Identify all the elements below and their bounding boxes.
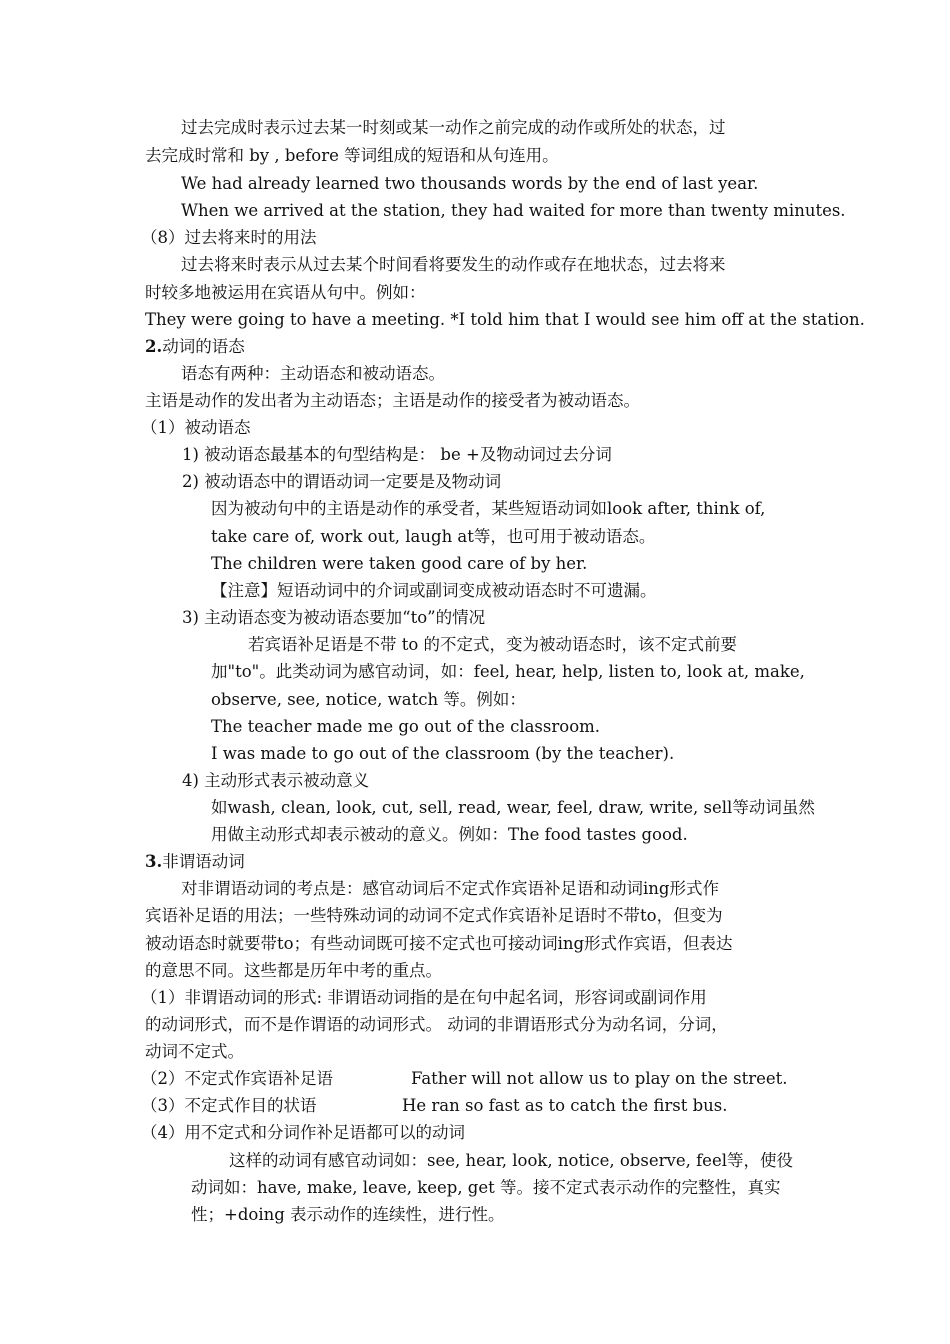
- example-sentence: When we arrived at the station, they had waited for more than twenty minutes.: [181, 201, 846, 220]
- subsection-heading: （3）不定式作目的状语: [141, 1096, 317, 1115]
- section-title: 非谓语动词: [162, 852, 245, 871]
- list-item: 3) 主动语态变为被动语态要加“to”的情况: [182, 608, 486, 627]
- text-line: observe, see, notice, watch 等。例如：: [211, 690, 526, 709]
- section-title: 动词的语态: [162, 337, 245, 356]
- text-line: 去完成时常和 by , before 等词组成的短语和从句连用。: [145, 146, 559, 165]
- text-line: 用做主动形式却表示被动的意义。例如：The food tastes good.: [211, 825, 688, 844]
- text-line: 动词不定式。: [145, 1042, 244, 1061]
- list-item: 4) 主动形式表示被动意义: [182, 771, 370, 790]
- text-line: take care of, work out, laugh at等，也可用于被动语态。: [211, 527, 656, 546]
- section-heading: [145, 852, 245, 872]
- text-line: 性；+doing 表示动作的连续性，进行性。: [191, 1205, 505, 1224]
- text-line: 宾语补足语的用法；一些特殊动词的动词不定式作宾语补足语时不带to，但变为: [145, 906, 723, 925]
- example-sentence: He ran so fast as to catch the first bus.: [402, 1096, 728, 1115]
- example-sentence: Father will not allow us to play on the street.: [411, 1069, 788, 1088]
- list-item: 1) 被动语态最基本的句型结构是： be +及物动词过去分词: [182, 445, 612, 464]
- text-line: 这样的动词有感官动词如：see, hear, look, notice, observe, feel等，使役: [229, 1151, 793, 1170]
- text-line: 如wash, clean, look, cut, sell, read, wear, feel, draw, write, sell等动词虽然: [211, 798, 815, 817]
- text-line: 动词如：have, make, leave, keep, get 等。接不定式表示动作的完整性，真实: [191, 1178, 781, 1197]
- note-line: 【注意】短语动词中的介词或副词变成被动语态时不可遗漏。: [211, 581, 657, 600]
- text-line: （1）非谓语动词的形式: 非谓语动词指的是在句中起名词，形容词或副词作用: [141, 988, 707, 1007]
- text-line: 被动语态时就要带to；有些动词既可接不定式也可接动词ing形式作宾语，但表达: [145, 934, 733, 953]
- subsection-heading: （2）不定式作宾语补足语: [141, 1069, 333, 1088]
- example-sentence: I was made to go out of the classroom (by the teacher).: [211, 744, 675, 763]
- subsection-heading: （1）被动语态: [141, 418, 251, 437]
- example-sentence: The teacher made me go out of the classroom.: [211, 717, 601, 736]
- text-line: 加"to"。此类动词为感官动词，如：feel, hear, help, listen to, look at, make,: [211, 662, 805, 681]
- section-number: 3.: [145, 852, 163, 871]
- list-item: 2) 被动语态中的谓语动词一定要是及物动词: [182, 472, 502, 491]
- section-number: 2.: [145, 337, 163, 356]
- example-sentence: We had already learned two thousands words by the end of last year.: [181, 174, 759, 193]
- subsection-heading: （8）过去将来时的用法: [141, 228, 317, 247]
- example-sentence: The children were taken good care of by her.: [211, 554, 588, 573]
- text-line: 过去完成时表示过去某一时刻或某一动作之前完成的动作或所处的状态，过: [181, 118, 726, 137]
- text-line: 语态有两种：主动语态和被动语态。: [181, 364, 445, 383]
- text-line: 时较多地被运用在宾语从句中。例如：: [145, 283, 426, 302]
- text-line: 过去将来时表示从过去某个时间看将要发生的动作或存在地状态，过去将来: [181, 255, 726, 274]
- text-line: 的意思不同。这些都是历年中考的重点。: [145, 961, 442, 980]
- text-line: 对非谓语动词的考点是：感官动词后不定式作宾语补足语和动词ing形式作: [181, 879, 719, 898]
- section-heading: [145, 337, 245, 357]
- text-line: 因为被动句中的主语是动作的承受者，某些短语动词如look after, think of,: [211, 499, 766, 518]
- example-sentence: They were going to have a meeting. *I told him that I would see him off at the station.: [145, 310, 865, 329]
- text-line: 的动词形式，而不是作谓语的动词形式。 动词的非谓语形式分为动名词，分词，: [145, 1015, 728, 1034]
- text-line: 若宾语补足语是不带 to 的不定式，变为被动语态时，该不定式前要: [248, 635, 738, 654]
- subsection-heading: （4）用不定式和分词作补足语都可以的动词: [141, 1123, 465, 1142]
- text-line: 主语是动作的发出者为主动语态；主语是动作的接受者为被动语态。: [145, 391, 640, 410]
